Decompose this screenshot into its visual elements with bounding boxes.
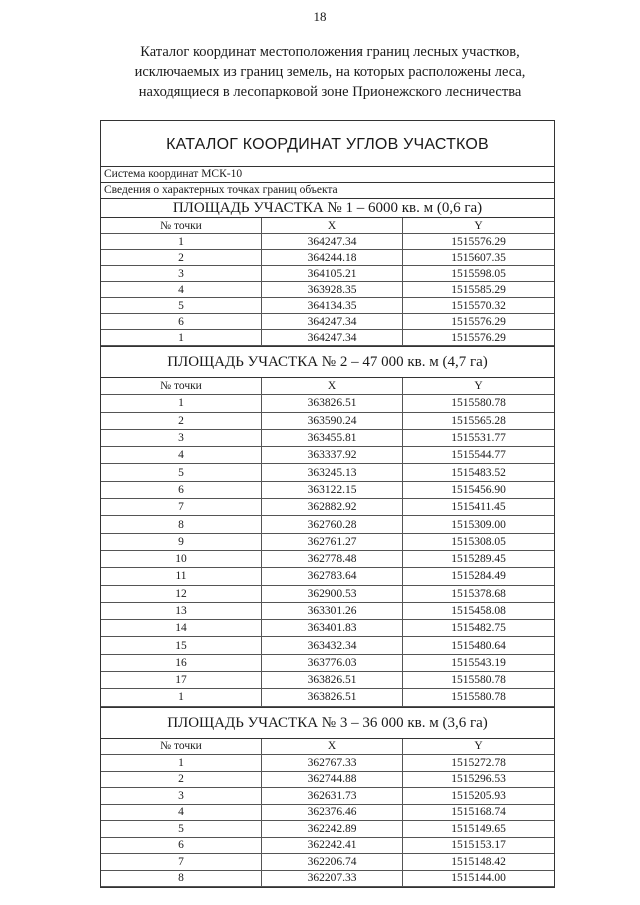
x-coordinate: 363928.35 xyxy=(262,282,403,298)
y-coordinate: 1515378.68 xyxy=(403,585,555,602)
point-number: 1 xyxy=(101,234,262,250)
point-number: 9 xyxy=(101,533,262,550)
point-number: 8 xyxy=(101,870,262,887)
column-header: Y xyxy=(403,739,555,755)
column-header: № точки xyxy=(101,218,262,234)
table-header-row xyxy=(101,218,554,234)
y-coordinate: 1515598.05 xyxy=(403,266,555,282)
y-coordinate: 1515456.90 xyxy=(403,481,555,498)
y-coordinate: 1515576.29 xyxy=(403,330,555,346)
y-coordinate: 1515205.93 xyxy=(403,788,555,805)
y-coordinate: 1515544.77 xyxy=(403,447,555,464)
y-coordinate: 1515308.05 xyxy=(403,533,555,550)
coordinates-table xyxy=(101,218,554,346)
point-number: 6 xyxy=(101,481,262,498)
point-number: 11 xyxy=(101,568,262,585)
y-coordinate: 1515153.17 xyxy=(403,837,555,854)
y-coordinate: 1515296.53 xyxy=(403,771,555,788)
point-number: 2 xyxy=(101,250,262,266)
intro-line: находящиеся в лесопарковой зоне Прионежского лесничества xyxy=(138,84,522,100)
y-coordinate: 1515149.65 xyxy=(403,821,555,838)
table-row xyxy=(101,499,554,516)
column-header: X xyxy=(262,378,403,395)
x-coordinate: 364105.21 xyxy=(262,266,403,282)
table-row xyxy=(101,447,554,464)
table-row xyxy=(101,637,554,654)
coordinates-table xyxy=(101,378,554,707)
table-row xyxy=(101,689,554,706)
table-row xyxy=(101,429,554,446)
y-coordinate: 1515607.35 xyxy=(403,250,555,266)
table-row xyxy=(101,821,554,838)
table-row xyxy=(101,464,554,481)
x-coordinate: 362882.92 xyxy=(262,499,403,516)
point-number: 5 xyxy=(101,298,262,314)
table-row xyxy=(101,266,554,282)
x-coordinate: 362242.89 xyxy=(262,821,403,838)
y-coordinate: 1515411.45 xyxy=(403,499,555,516)
x-coordinate: 363455.81 xyxy=(262,429,403,446)
x-coordinate: 363301.26 xyxy=(262,602,403,619)
point-number: 1 xyxy=(101,395,262,412)
column-header: X xyxy=(262,218,403,234)
object-info: Сведения о характерных точках границ объекта xyxy=(101,183,554,199)
y-coordinate: 1515309.00 xyxy=(403,516,555,533)
x-coordinate: 362242.41 xyxy=(262,837,403,854)
x-coordinate: 363826.51 xyxy=(262,672,403,689)
x-coordinate: 362767.33 xyxy=(262,755,403,772)
point-number: 16 xyxy=(101,654,262,671)
table-row xyxy=(101,550,554,567)
point-number: 2 xyxy=(101,771,262,788)
table-row xyxy=(101,234,554,250)
point-number: 3 xyxy=(101,266,262,282)
page-number: 18 xyxy=(313,9,327,24)
x-coordinate: 362900.53 xyxy=(262,585,403,602)
x-coordinate: 362376.46 xyxy=(262,804,403,821)
x-coordinate: 364247.34 xyxy=(262,234,403,250)
point-number: 3 xyxy=(101,788,262,805)
table-row xyxy=(101,854,554,871)
table-row xyxy=(101,330,554,346)
table-row xyxy=(101,481,554,498)
point-number: 1 xyxy=(101,689,262,706)
y-coordinate: 1515576.29 xyxy=(403,234,555,250)
coordinates-table xyxy=(101,739,554,888)
x-coordinate: 364244.18 xyxy=(262,250,403,266)
coordinate-system: Система координат МСК-10 xyxy=(101,167,554,183)
table-header-row xyxy=(101,378,554,395)
y-coordinate: 1515272.78 xyxy=(403,755,555,772)
coordinate-catalog xyxy=(100,120,555,888)
y-coordinate: 1515168.74 xyxy=(403,804,555,821)
point-number: 10 xyxy=(101,550,262,567)
table-row xyxy=(101,602,554,619)
y-coordinate: 1515144.00 xyxy=(403,870,555,887)
x-coordinate: 362760.28 xyxy=(262,516,403,533)
x-coordinate: 362761.27 xyxy=(262,533,403,550)
point-number: 2 xyxy=(101,412,262,429)
x-coordinate: 363401.83 xyxy=(262,620,403,637)
table-row xyxy=(101,533,554,550)
table-row xyxy=(101,672,554,689)
column-header: № точки xyxy=(101,739,262,755)
column-header: Y xyxy=(403,218,555,234)
x-coordinate: 364247.34 xyxy=(262,314,403,330)
table-row xyxy=(101,250,554,266)
point-number: 1 xyxy=(101,330,262,346)
x-coordinate: 363590.24 xyxy=(262,412,403,429)
table-row xyxy=(101,282,554,298)
y-coordinate: 1515580.78 xyxy=(403,672,555,689)
y-coordinate: 1515480.64 xyxy=(403,637,555,654)
column-header: Y xyxy=(403,378,555,395)
catalog-title: КАТАЛОГ КООРДИНАТ УГЛОВ УЧАСТКОВ xyxy=(101,121,554,167)
point-number: 4 xyxy=(101,282,262,298)
y-coordinate: 1515284.49 xyxy=(403,568,555,585)
x-coordinate: 362206.74 xyxy=(262,854,403,871)
y-coordinate: 1515570.32 xyxy=(403,298,555,314)
point-number: 1 xyxy=(101,755,262,772)
area-heading: ПЛОЩАДЬ УЧАСТКА № 1 – 6000 кв. м (0,6 га) xyxy=(101,199,554,218)
y-coordinate: 1515148.42 xyxy=(403,854,555,871)
column-header: X xyxy=(262,739,403,755)
point-number: 3 xyxy=(101,429,262,446)
x-coordinate: 363245.13 xyxy=(262,464,403,481)
table-row xyxy=(101,298,554,314)
point-number: 8 xyxy=(101,516,262,533)
point-number: 5 xyxy=(101,464,262,481)
y-coordinate: 1515576.29 xyxy=(403,314,555,330)
y-coordinate: 1515585.29 xyxy=(403,282,555,298)
table-row xyxy=(101,395,554,412)
table-row xyxy=(101,837,554,854)
y-coordinate: 1515580.78 xyxy=(403,395,555,412)
point-number: 7 xyxy=(101,499,262,516)
x-coordinate: 363826.51 xyxy=(262,689,403,706)
point-number: 4 xyxy=(101,804,262,821)
x-coordinate: 363337.92 xyxy=(262,447,403,464)
x-coordinate: 362631.73 xyxy=(262,788,403,805)
x-coordinate: 362783.64 xyxy=(262,568,403,585)
x-coordinate: 363776.03 xyxy=(262,654,403,671)
intro-line: исключаемых из границ земель, на которых расположены леса, xyxy=(134,64,526,80)
point-number: 6 xyxy=(101,837,262,854)
x-coordinate: 364247.34 xyxy=(262,330,403,346)
x-coordinate: 362778.48 xyxy=(262,550,403,567)
table-row xyxy=(101,771,554,788)
point-number: 4 xyxy=(101,447,262,464)
point-number: 6 xyxy=(101,314,262,330)
y-coordinate: 1515458.08 xyxy=(403,602,555,619)
table-row xyxy=(101,585,554,602)
x-coordinate: 362744.88 xyxy=(262,771,403,788)
y-coordinate: 1515482.75 xyxy=(403,620,555,637)
column-header: № точки xyxy=(101,378,262,395)
y-coordinate: 1515289.45 xyxy=(403,550,555,567)
area-heading: ПЛОЩАДЬ УЧАСТКА № 2 – 47 000 кв. м (4,7 га) xyxy=(101,346,554,378)
table-row xyxy=(101,412,554,429)
x-coordinate: 364134.35 xyxy=(262,298,403,314)
x-coordinate: 363432.34 xyxy=(262,637,403,654)
point-number: 17 xyxy=(101,672,262,689)
point-number: 13 xyxy=(101,602,262,619)
y-coordinate: 1515543.19 xyxy=(403,654,555,671)
point-number: 7 xyxy=(101,854,262,871)
point-number: 12 xyxy=(101,585,262,602)
table-row xyxy=(101,755,554,772)
table-row xyxy=(101,788,554,805)
table-row xyxy=(101,620,554,637)
document-intro xyxy=(60,42,600,102)
y-coordinate: 1515483.52 xyxy=(403,464,555,481)
point-number: 15 xyxy=(101,637,262,654)
y-coordinate: 1515580.78 xyxy=(403,689,555,706)
areas-container xyxy=(101,199,554,887)
table-row xyxy=(101,654,554,671)
x-coordinate: 362207.33 xyxy=(262,870,403,887)
point-number: 14 xyxy=(101,620,262,637)
point-number: 5 xyxy=(101,821,262,838)
y-coordinate: 1515565.28 xyxy=(403,412,555,429)
table-row xyxy=(101,516,554,533)
table-row xyxy=(101,870,554,887)
table-row xyxy=(101,568,554,585)
area-heading: ПЛОЩАДЬ УЧАСТКА № 3 – 36 000 кв. м (3,6 га) xyxy=(101,707,554,739)
table-header-row xyxy=(101,739,554,755)
table-row xyxy=(101,804,554,821)
x-coordinate: 363122.15 xyxy=(262,481,403,498)
y-coordinate: 1515531.77 xyxy=(403,429,555,446)
x-coordinate: 363826.51 xyxy=(262,395,403,412)
table-row xyxy=(101,314,554,330)
intro-line: Каталог координат местоположения границ лесных участков, xyxy=(140,44,520,60)
